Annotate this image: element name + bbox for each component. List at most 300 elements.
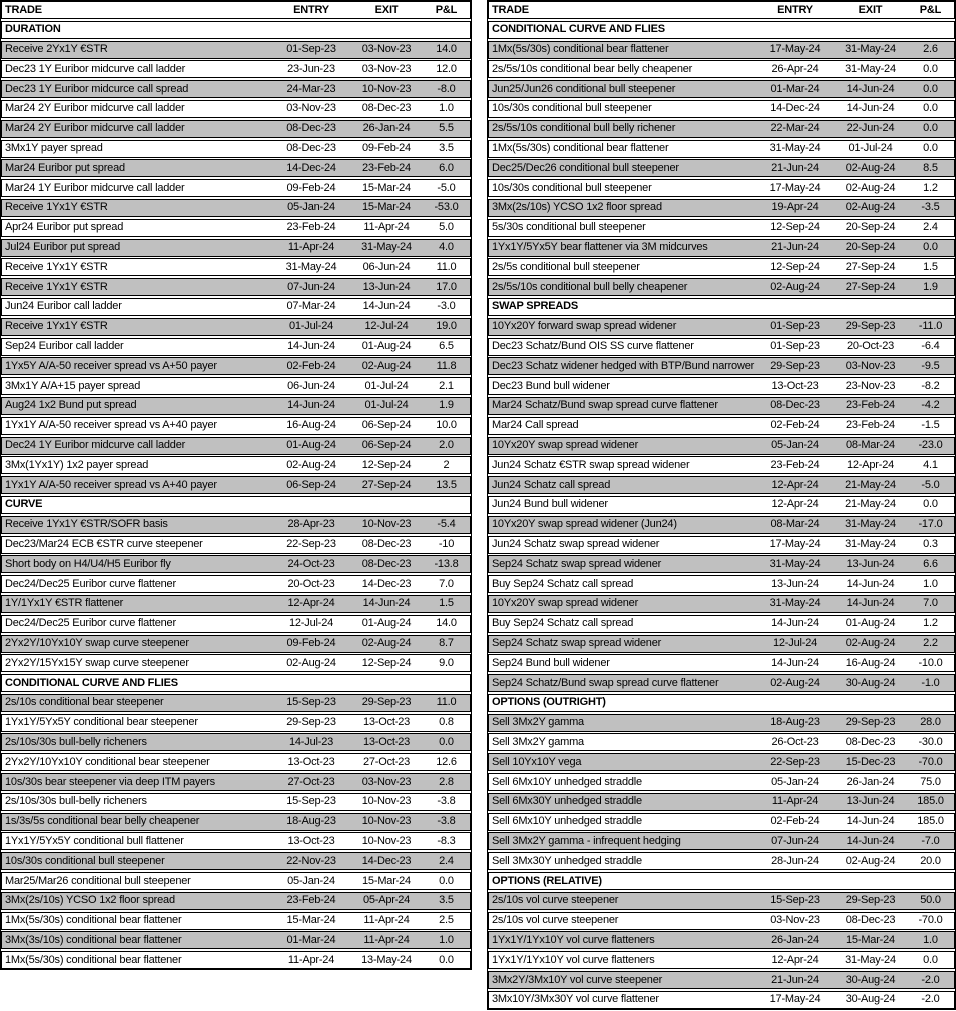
trade-cell: 1Yx1Y/1Yx10Y vol curve flatteners [492,954,655,966]
exit-cell: 21-May-24 [845,498,896,511]
exit-cell: 10-Nov-23 [361,82,412,95]
trade-cell: 10s/30s conditional bull steepener [492,182,652,194]
entry-cell: 21-Jun-24 [771,973,819,986]
table-row [488,615,955,633]
trade-cell: 2Yx2Y/15Yx15Y swap curve steepener [5,657,189,669]
section-title: CONDITIONAL CURVE AND FLIES [492,23,665,36]
table-row [1,575,471,593]
table-row [1,159,471,177]
table-row [1,41,471,59]
entry-cell: 28-Apr-23 [287,518,335,531]
table-row [1,397,471,415]
pl-cell: 10.0 [436,419,457,432]
pl-cell: 0.3 [923,538,938,551]
trade-cell: Dec24/Dec25 Euribor curve flattener [5,618,176,630]
table-row [1,377,471,395]
pl-cell: 3.5 [439,894,454,907]
entry-cell: 07-Mar-24 [286,300,336,313]
exit-cell: 22-Jun-24 [846,122,895,135]
section-header-row [488,298,955,316]
table-row [488,635,955,653]
entry-cell: 01-Sep-23 [770,340,820,353]
pl-cell: -10 [438,538,455,551]
trade-cell: Mar24 Schatz/Bund swap spread curve flattener [492,400,718,412]
trade-cell: 1s/3s/5s conditional bear belly cheapener [5,816,200,828]
table-row [1,80,471,98]
entry-cell: 29-Sep-23 [286,716,336,729]
pl-cell: 1.0 [439,933,454,946]
entry-cell: 11-Apr-24 [287,953,335,966]
entry-cell: 22-Nov-23 [286,854,336,867]
table-row [488,496,955,514]
exit-cell: 01-Jul-24 [848,142,893,155]
pl-cell: 2 [443,458,450,471]
pl-cell: 4.1 [923,458,938,471]
exit-cell: 03-Nov-23 [361,62,412,75]
trade-cell: Receive 1Yx1Y €STR/SOFR basis [5,519,168,531]
pl-cell: -23.0 [918,439,943,452]
entry-cell: 02-Feb-24 [770,419,820,432]
table-row [1,278,471,296]
entry-cell: 08-Dec-23 [770,399,820,412]
trade-cell: 1Mx(5s/30s) conditional bear flattener [492,44,669,56]
pl-cell: 0.0 [923,241,938,254]
pl-cell: 5.5 [439,122,454,135]
pl-cell: 17.0 [436,280,457,293]
pl-cell: 28.0 [920,716,941,729]
column-header-trade: TRADE [5,4,42,16]
exit-cell: 10-Nov-23 [361,834,412,847]
trade-cell: Sell 6Mx10Y unhedged straddle [492,816,642,828]
entry-cell: 20-Oct-23 [287,577,335,590]
section-title: CURVE [5,498,43,511]
exit-cell: 13-Oct-23 [362,716,411,729]
section-header-row [488,694,955,712]
pl-cell: 0.0 [923,498,938,511]
trade-cell: Mar25/Mar26 conditional bull steepener [5,875,191,887]
pl-cell: -9.5 [921,359,940,372]
exit-cell: 27-Sep-24 [361,478,412,491]
exit-cell: 29-Sep-23 [845,716,896,729]
entry-cell: 22-Sep-23 [286,538,336,551]
pl-cell: 1.0 [439,102,454,115]
table-row [488,555,955,573]
entry-cell: 05-Jan-24 [771,775,819,788]
entry-cell: 19-Apr-24 [771,201,819,214]
trade-cell: Dec24 1Y Euribor midcurve call ladder [5,440,186,452]
exit-cell: 21-May-24 [845,478,896,491]
entry-cell: 01-Jul-24 [288,320,334,333]
exit-cell: 14-Jun-24 [846,82,895,95]
pl-cell: -70.0 [918,755,943,768]
entry-cell: 17-May-24 [769,43,821,56]
pl-cell: 2.6 [923,43,938,56]
trade-cell: Dec23 1Y Euribor midcurve call ladder [5,63,186,75]
exit-cell: 03-Nov-23 [361,775,412,788]
table-header-row [488,1,955,19]
table-row [488,852,955,870]
exit-cell: 31-May-24 [845,538,896,551]
pl-cell: 0.0 [923,122,938,135]
exit-cell: 02-Aug-24 [845,181,896,194]
table-row [1,199,471,217]
exit-cell: 11-Apr-24 [363,914,410,927]
trade-cell: 10s/30s conditional bull steepener [492,103,652,115]
pl-cell: -6.4 [921,340,940,353]
exit-cell: 14-Jun-24 [846,597,895,610]
pl-cell: 0.0 [923,82,938,95]
table-row [488,931,955,949]
entry-cell: 16-Aug-24 [286,419,336,432]
pl-cell: 0.0 [923,62,938,75]
exit-cell: 13-Jun-24 [362,280,411,293]
entry-cell: 31-May-24 [769,597,821,610]
exit-cell: 11-Apr-24 [363,933,410,946]
exit-cell: 20-Oct-23 [846,340,895,353]
entry-cell: 05-Jan-24 [287,874,335,887]
exit-cell: 14-Dec-23 [361,854,412,867]
column-header-entry: ENTRY [777,3,813,16]
table-row [488,892,955,910]
pl-cell: 50.0 [920,894,941,907]
table-row [1,437,471,455]
pl-cell: -1.0 [921,676,940,689]
pl-cell: -5.0 [921,478,940,491]
exit-cell: 23-Feb-24 [362,161,411,174]
table-row [488,397,955,415]
trade-cell: Sell 3Mx2Y gamma - infrequent hedging [492,835,681,847]
table-body-left [1,21,471,969]
section-header-row [488,21,955,39]
exit-cell: 11-Apr-24 [363,221,410,234]
table-row [1,714,471,732]
trade-cell: 1Y/1Yx1Y €STR flattener [5,598,124,610]
entry-cell: 14-Jun-24 [287,340,335,353]
exit-cell: 31-May-24 [845,43,896,56]
trade-cell: Sep24 Schatz swap spread widener [492,638,662,649]
exit-cell: 30-Aug-24 [845,973,896,986]
entry-cell: 15-Mar-24 [286,914,336,927]
table-row [1,536,471,554]
table-row [1,120,471,138]
entry-cell: 11-Apr-24 [771,795,819,808]
trade-cell: 1Yx1Y/5Yx5Y conditional bull flattener [5,835,184,847]
exit-cell: 01-Jul-24 [364,399,409,412]
trades-table-right [487,0,956,1010]
trade-cell: 10s/30s bear steepener via deep ITM payers [5,776,215,788]
column-header-trade: TRADE [492,4,529,16]
pl-cell: -2.0 [921,973,940,986]
exit-cell: 10-Nov-23 [361,815,412,828]
pl-cell: 0.0 [923,142,938,155]
exit-cell: 08-Dec-23 [361,102,412,115]
trade-cell: 2Yx2Y/10Yx10Y swap curve steepener [5,638,189,649]
exit-cell: 06-Jun-24 [362,260,411,273]
pl-cell: 2.2 [923,637,938,649]
table-row [488,41,955,59]
pl-cell: -70.0 [918,914,943,927]
exit-cell: 23-Nov-23 [845,379,896,392]
table-row [488,417,955,435]
entry-cell: 28-Jun-24 [771,854,819,867]
table-row [1,219,471,237]
entry-cell: 12-Apr-24 [771,498,819,511]
entry-cell: 23-Jun-23 [287,62,335,75]
exit-cell: 08-Mar-24 [846,439,895,452]
column-header-entry: ENTRY [293,3,329,16]
table-row [488,179,955,197]
pl-cell: 6.6 [923,557,938,570]
trade-cell: Jun25/Jun26 conditional bull steepener [492,83,676,95]
entry-cell: 01-Mar-24 [770,82,820,95]
entry-cell: 03-Nov-23 [286,102,336,115]
pl-cell: 75.0 [920,775,941,788]
table-row [488,773,955,791]
trade-cell: 1Yx1Y/5Yx5Y bear flattener via 3M midcurves [492,242,708,254]
entry-cell: 02-Aug-24 [286,458,336,471]
table-row [1,733,471,751]
exit-cell: 01-Aug-24 [361,617,412,630]
trade-cell: Jun24 Schatz €STR swap spread widener [492,459,690,471]
exit-cell: 15-Mar-24 [362,201,411,214]
exit-cell: 26-Jan-24 [846,775,895,788]
pl-cell: 0.0 [923,102,938,115]
table-row [1,516,471,534]
table-row [1,476,471,494]
entry-cell: 09-Feb-24 [286,181,336,194]
trade-cell: Receive 1Yx1Y €STR [5,281,108,293]
table-row [1,892,471,910]
table-row [1,338,471,356]
pl-cell: -1.5 [921,419,940,432]
entry-cell: 01-Mar-24 [286,933,336,946]
trade-cell: Sell 3Mx30Y unhedged straddle [492,855,642,867]
entry-cell: 07-Jun-24 [287,280,335,293]
table-row [1,258,471,276]
exit-cell: 12-Sep-24 [361,458,412,471]
exit-cell: 15-Mar-24 [846,933,895,946]
trade-cell: Receive 1Yx1Y €STR [5,321,108,333]
pl-cell: 2.1 [439,379,454,392]
pl-cell: -11.0 [918,320,943,333]
entry-cell: 05-Jan-24 [771,439,819,452]
column-header-exit: EXIT [858,3,883,16]
trade-cell: Receive 1Yx1Y €STR [5,202,108,214]
entry-cell: 17-May-24 [769,993,821,1006]
trade-cell: 1Yx1Y A/A-50 receiver spread vs A+40 payer [5,479,217,491]
trade-cell: Dec23/Mar24 ECB €STR curve steepener [5,539,203,551]
section-header-row [1,674,471,692]
table-row [1,813,471,831]
exit-cell: 29-Sep-23 [361,696,412,709]
pl-cell: 11.0 [436,696,457,709]
trade-cell: Sep24 Schatz/Bund swap spread curve flattener [492,677,719,689]
exit-cell: 13-Oct-23 [362,735,411,748]
trade-cell: 3Mx1Y A/A+15 payer spread [5,380,141,392]
table-row [488,140,955,158]
exit-cell: 01-Aug-24 [361,340,412,353]
trade-cell: Sell 3Mx2Y gamma [492,717,584,729]
table-row [488,278,955,296]
pl-cell: 0.0 [439,735,454,748]
exit-cell: 09-Feb-24 [362,142,411,155]
trade-cell: Sep24 Bund bull widener [492,657,610,669]
entry-cell: 09-Feb-24 [286,637,336,649]
pl-cell: 7.0 [923,597,938,610]
exit-cell: 31-May-24 [845,953,896,966]
entry-cell: 03-Nov-23 [770,914,820,927]
pl-cell: 14.0 [436,617,457,630]
entry-cell: 22-Mar-24 [770,122,820,135]
exit-cell: 08-Dec-23 [361,557,412,570]
pl-cell: 2.4 [439,854,454,867]
table-row [1,239,471,257]
table-row [1,357,471,375]
trade-cell: Sep24 Schatz swap spread widener [492,558,662,570]
entry-cell: 01-Sep-23 [286,43,336,56]
table-row [1,912,471,930]
trade-cell: 2s/10s vol curve steepener [492,915,619,927]
pl-cell: 3.5 [439,142,454,155]
exit-cell: 13-May-24 [361,953,412,966]
exit-cell: 16-Aug-24 [845,656,896,669]
trade-cell: Jun24 Euribor call ladder [5,301,122,313]
trade-cell: 3Mx(1Yx1Y) 1x2 payer spread [5,459,149,471]
entry-cell: 12-Sep-24 [770,221,820,234]
trades-table-left [0,0,472,970]
entry-cell: 01-Aug-24 [286,439,336,452]
trade-cell: 10s/30s conditional bull steepener [5,855,165,867]
pl-cell: 2.5 [439,914,454,927]
trade-cell: 1Mx(5s/30s) conditional bear flattener [5,915,182,927]
table-row [1,753,471,771]
pl-cell: 0.8 [439,716,454,729]
entry-cell: 23-Feb-24 [286,221,336,234]
exit-cell: 23-Feb-24 [846,419,895,432]
pl-cell: 11.0 [436,260,457,273]
trade-cell: 3Mx(2s/10s) YCSO 1x2 floor spread [492,202,662,214]
entry-cell: 12-Apr-24 [771,953,819,966]
entry-cell: 31-May-24 [285,260,337,273]
trade-cell: 1Mx(5s/30s) conditional bear flattener [5,954,182,966]
table-row [1,456,471,474]
section-title: DURATION [5,23,61,36]
entry-cell: 08-Dec-23 [286,122,336,135]
pl-cell: -30.0 [918,735,943,748]
pl-cell: -53.0 [434,201,459,214]
entry-cell: 02-Aug-24 [286,656,336,669]
exit-cell: 02-Aug-24 [361,637,412,649]
table-row [488,120,955,138]
exit-cell: 31-May-24 [361,241,412,254]
table-row [1,179,471,197]
entry-cell: 05-Jan-24 [287,201,335,214]
trade-cell: 1Yx1Y/5Yx5Y conditional bear steepener [5,717,198,729]
exit-cell: 14-Jun-24 [846,834,895,847]
exit-cell: 31-May-24 [845,518,896,531]
table-row [1,694,471,712]
entry-cell: 02-Aug-24 [770,676,820,689]
table-row [488,159,955,177]
entry-cell: 12-Jul-24 [288,617,334,630]
trade-cell: Dec23 1Y Euribor midcurce call spread [5,83,189,95]
pl-cell: 19.0 [436,320,457,333]
pl-cell: 8.7 [439,637,454,649]
pl-cell: -13.8 [434,557,459,570]
exit-cell: 02-Aug-24 [361,359,412,372]
trade-cell: Mar24 1Y Euribor midcurve call ladder [5,182,185,194]
table-row [488,377,955,395]
pl-cell: 0.0 [923,953,938,966]
pl-cell: 6.5 [439,340,454,353]
entry-cell: 13-Oct-23 [771,379,819,392]
pl-cell: -3.5 [921,201,940,214]
exit-cell: 10-Nov-23 [361,795,412,808]
table-row [1,60,471,78]
exit-cell: 27-Oct-23 [362,755,411,768]
trade-cell: Receive 1Yx1Y €STR [5,261,108,273]
trade-cell: 2s/5s/10s conditional bear belly cheapener [492,63,693,75]
exit-cell: 10-Nov-23 [361,518,412,531]
entry-cell: 12-Apr-24 [287,597,335,610]
pl-cell: 1.9 [439,399,454,412]
section-title: SWAP SPREADS [492,300,579,313]
table-row [488,239,955,257]
trade-cell: Sep24 Euribor call ladder [5,341,124,353]
exit-cell: 12-Sep-24 [361,656,412,669]
table-row [488,832,955,850]
table-body-right [488,21,955,1009]
trade-cell: 2s/5s/10s conditional bull belly richener [492,123,676,135]
trade-cell: 1Yx1Y A/A-50 receiver spread vs A+40 payer [5,420,217,432]
section-header-row [488,872,955,890]
trade-cell: Dec24/Dec25 Euribor curve flattener [5,578,176,590]
entry-cell: 14-Jun-24 [771,617,819,630]
table-row [1,773,471,791]
table-row [488,219,955,237]
exit-cell: 06-Sep-24 [361,439,412,452]
pl-cell: 2.0 [439,439,454,452]
table-row [488,813,955,831]
exit-cell: 02-Aug-24 [845,637,896,649]
trade-cell: 3Mx10Y/3Mx30Y vol curve flattener [492,994,659,1006]
trade-cell: Mar24 Euribor put spread [5,162,125,174]
trade-cell: 2s/5s/10s conditional bull belly cheapener [492,281,688,293]
pl-cell: 8.5 [923,161,938,174]
entry-cell: 06-Jun-24 [287,379,335,392]
entry-cell: 13-Oct-23 [287,755,335,768]
entry-cell: 15-Sep-23 [770,894,820,907]
entry-cell: 14-Jul-23 [288,735,334,748]
entry-cell: 12-Sep-24 [770,260,820,273]
table-row [1,595,471,613]
pl-cell: 1.5 [439,597,454,610]
trade-cell: 2s/10s conditional bear steepener [5,697,164,709]
exit-cell: 14-Dec-23 [361,577,412,590]
table-row [488,100,955,118]
entry-cell: 14-Jun-24 [771,656,819,669]
exit-cell: 15-Mar-24 [362,874,411,887]
trade-cell: Short body on H4/U4/H5 Euribor fly [5,558,171,570]
pl-cell: 1.2 [923,181,938,194]
entry-cell: 07-Jun-24 [771,834,819,847]
exit-cell: 12-Jul-24 [364,320,409,333]
trade-cell: 3Mx(2s/10s) YCSO 1x2 floor spread [5,895,175,907]
trade-cell: Jun24 Schatz call spread [492,479,611,491]
trade-cell: Mar24 2Y Euribor midcurve call ladder [5,123,185,135]
entry-cell: 17-May-24 [769,181,821,194]
entry-cell: 01-Sep-23 [770,320,820,333]
